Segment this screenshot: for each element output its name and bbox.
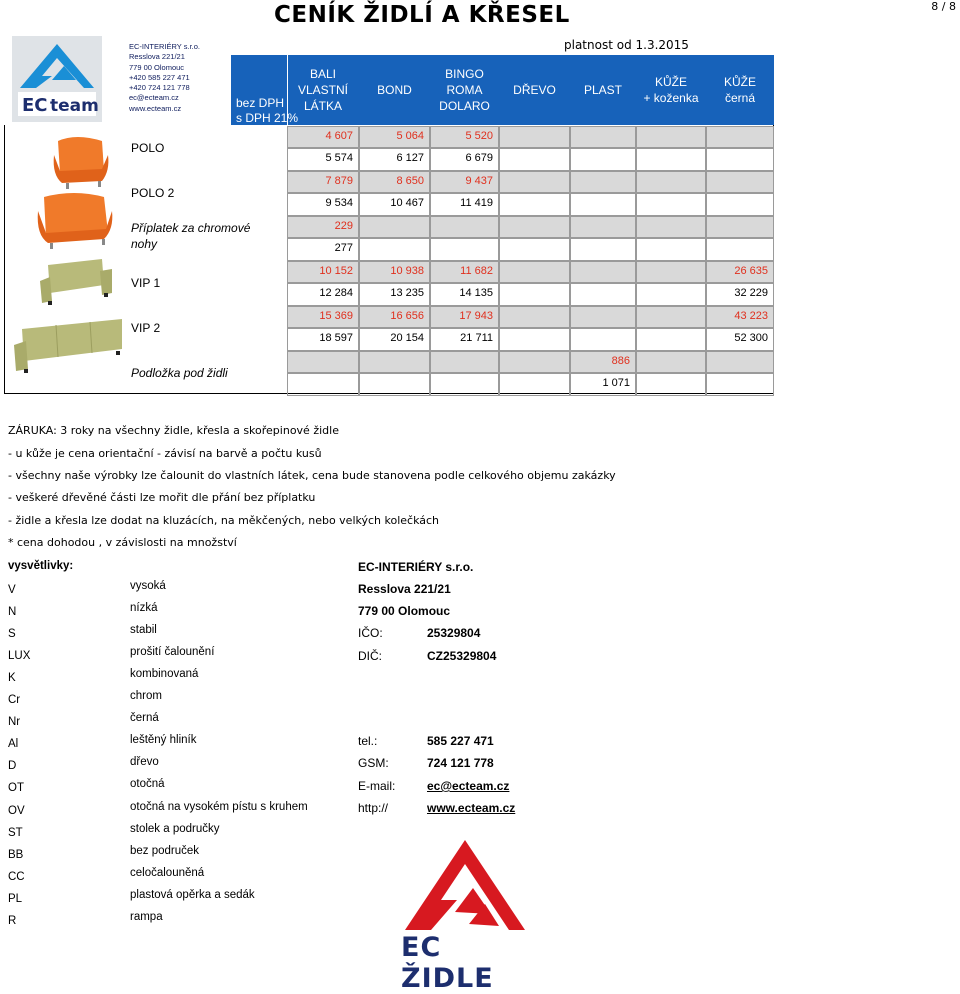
price-incl-vat: 21 711 xyxy=(460,332,493,344)
legend-description: bez područek xyxy=(130,844,200,857)
price-cell xyxy=(499,148,570,171)
price-cell xyxy=(499,373,570,396)
svg-text:team: team xyxy=(50,96,99,116)
price-cell xyxy=(706,171,774,193)
price-cell xyxy=(430,351,499,373)
price-excl-vat: 26 635 xyxy=(734,265,768,277)
legend-description: stolek a područky xyxy=(130,822,220,835)
legend-code: Al xyxy=(8,738,19,751)
column-header: BALI VLASTNÍ LÁTKA xyxy=(297,67,348,113)
legend-code: R xyxy=(8,914,17,927)
legend-description: rampa xyxy=(130,910,163,923)
price-cell xyxy=(636,283,706,306)
legend-description: otočná xyxy=(130,778,165,791)
price-incl-vat: 9 534 xyxy=(325,197,353,209)
tel-label: tel.: xyxy=(358,734,378,748)
price-cell xyxy=(359,216,430,238)
legend-code: LUX xyxy=(8,650,31,663)
price-cell xyxy=(430,373,499,396)
price-excl-vat: 5 064 xyxy=(396,130,424,142)
legend-code: V xyxy=(8,584,16,596)
price-cell xyxy=(499,171,570,193)
row-label: VIP 1 xyxy=(131,276,161,290)
price-incl-vat: 12 284 xyxy=(319,287,353,299)
svg-text:EC: EC xyxy=(22,95,48,116)
price-cell xyxy=(570,306,636,328)
legend-code: K xyxy=(8,672,16,685)
price-excl-vat: 16 656 xyxy=(390,310,424,322)
ico-label: IČO: xyxy=(358,626,383,640)
legend-code: CC xyxy=(8,870,25,883)
legend-description: dřevo xyxy=(130,756,159,769)
price-cell xyxy=(570,171,636,193)
polo-armchair-image xyxy=(54,137,109,189)
price-excl-vat: 15 369 xyxy=(319,310,353,322)
price-cell xyxy=(499,193,570,216)
legend-description: otočná na vysokém pístu s kruhem xyxy=(130,800,308,813)
price-excl-vat: 10 152 xyxy=(319,265,353,277)
company-line: Resslova 221/21 xyxy=(129,52,185,62)
price-cell xyxy=(570,126,636,148)
legend-code: OV xyxy=(8,804,25,817)
price-cell xyxy=(636,238,706,261)
price-incl-vat: 6 679 xyxy=(465,152,493,164)
row-label: POLO 2 xyxy=(131,186,175,200)
price-cell xyxy=(499,126,570,148)
price-cell xyxy=(636,171,706,193)
price-cell xyxy=(636,328,706,351)
price-cell xyxy=(570,283,636,306)
note-line: - všechny naše výrobky lze čalounit do vlastních látek, cena bude stanovena podle celkového objemu zakázky xyxy=(8,469,616,482)
company-line: 779 00 Olomouc xyxy=(129,62,185,72)
price-cell xyxy=(570,328,636,351)
price-cell xyxy=(636,126,706,148)
price-incl-vat: 1 071 xyxy=(602,377,630,389)
row-label: Příplatek za chromové nohy xyxy=(131,221,251,251)
row-label: VIP 2 xyxy=(131,321,161,335)
ico-value: 25329804 xyxy=(427,626,481,640)
price-cell xyxy=(636,148,706,171)
product-images xyxy=(4,125,128,394)
legend-code: BB xyxy=(8,848,24,861)
price-cell xyxy=(570,216,636,238)
ec-team-logo-graphic xyxy=(12,36,102,122)
price-incl-vat: 52 300 xyxy=(734,332,768,344)
column-header: PLAST xyxy=(583,83,622,97)
price-cell xyxy=(636,261,706,283)
price-cell xyxy=(499,238,570,261)
price-cell xyxy=(636,306,706,328)
price-cell xyxy=(499,283,570,306)
contact-company: EC-INTERIÉRY s.r.o. xyxy=(358,560,474,574)
price-excl-vat: 229 xyxy=(334,220,353,232)
price-cell xyxy=(430,216,499,238)
price-cell xyxy=(636,193,706,216)
price-cell xyxy=(570,261,636,283)
vip1-sofa-image xyxy=(40,259,112,305)
price-excl-vat: 886 xyxy=(611,355,630,367)
dic-value: CZ25329804 xyxy=(427,649,497,663)
price-cell xyxy=(499,261,570,283)
price-cell xyxy=(359,238,430,261)
price-incl-vat: 14 135 xyxy=(459,287,493,299)
price-excl-vat: 8 650 xyxy=(396,175,424,187)
legend-description: prošití čalounění xyxy=(130,646,215,659)
legend-code: N xyxy=(8,606,17,619)
price-incl-vat: 11 419 xyxy=(460,197,493,209)
contact-street: Resslova 221/21 xyxy=(358,582,451,596)
price-cell xyxy=(499,351,570,373)
price-excl-vat: 10 938 xyxy=(390,265,424,277)
column-header: KŮŽE + koženka xyxy=(643,75,699,105)
legend-code: PL xyxy=(8,892,23,905)
price-cell xyxy=(359,351,430,373)
legend-code: Cr xyxy=(8,694,21,707)
ec-zidle-logo xyxy=(399,834,531,994)
price-incl-vat: 10 467 xyxy=(390,197,424,209)
legend-description: kombinovaná xyxy=(130,668,199,681)
price-incl-vat: 20 154 xyxy=(390,332,424,344)
tel-value: 585 227 471 xyxy=(427,734,494,748)
legend-description: chrom xyxy=(130,690,162,703)
column-header: BOND xyxy=(377,83,412,97)
column-header: BINGO ROMA DOLARO xyxy=(439,67,490,113)
note-line: - u kůže je cena orientační - závisí na barvě a počtu kusů xyxy=(8,447,322,460)
column-header: DŘEVO xyxy=(513,83,556,97)
price-cell xyxy=(570,193,636,216)
price-cell xyxy=(359,373,430,396)
legend-code: ST xyxy=(8,826,23,839)
company-line: +420 724 121 778 xyxy=(129,83,190,93)
email-label: E-mail: xyxy=(358,779,396,793)
price-cell xyxy=(706,351,774,373)
ec-zidle-logo-text: EC ŽIDLE xyxy=(401,932,494,994)
gsm-value: 724 121 778 xyxy=(427,756,494,770)
legend-description: stabil xyxy=(130,624,157,637)
company-line: +420 585 227 471 xyxy=(129,72,190,82)
legend-description: vysoká xyxy=(130,580,166,592)
price-cell xyxy=(706,216,774,238)
price-cell xyxy=(570,238,636,261)
price-cell xyxy=(499,328,570,351)
price-incl-vat: 18 597 xyxy=(319,332,353,344)
page-number: 8 / 8 xyxy=(931,0,956,13)
valid-from: platnost od 1.3.2015 xyxy=(564,38,689,52)
web-label: http:// xyxy=(358,801,389,815)
legend-code: OT xyxy=(8,782,24,795)
price-incl-vat: 5 574 xyxy=(325,152,353,164)
legend-description: plastová opěrka a sedák xyxy=(130,888,255,901)
price-incl-vat: 277 xyxy=(334,242,353,254)
note-line: - veškeré dřevěné části lze mořit dle přání bez příplatku xyxy=(8,491,316,504)
price-cell xyxy=(636,373,706,396)
price-cell xyxy=(706,126,774,148)
contact-city: 779 00 Olomouc xyxy=(358,604,451,618)
company-line: www.ecteam.cz xyxy=(129,103,182,113)
price-cell xyxy=(636,351,706,373)
price-incl-vat: 32 229 xyxy=(734,287,768,299)
company-line: ec@ecteam.cz xyxy=(129,93,179,103)
price-cell xyxy=(570,148,636,171)
price-excl-vat: 43 223 xyxy=(734,310,768,322)
row-label: Podložka pod židli xyxy=(131,366,228,380)
row-label: POLO xyxy=(131,141,165,155)
price-cell xyxy=(706,373,774,396)
dic-label: DIČ: xyxy=(358,649,382,663)
polo2-sofa-image xyxy=(38,193,113,249)
email-link[interactable]: ec@ecteam.cz xyxy=(427,779,510,793)
column-header: KŮŽE černá xyxy=(723,75,756,105)
legend-code: Nr xyxy=(8,716,21,729)
price-label: bez DPH s DPH 21% xyxy=(236,96,299,125)
company-address-block xyxy=(129,42,200,114)
legend-code: S xyxy=(8,628,16,641)
price-cell xyxy=(287,373,359,396)
price-excl-vat: 9 437 xyxy=(465,175,493,187)
price-cell xyxy=(706,193,774,216)
price-cell xyxy=(706,148,774,171)
price-cell xyxy=(499,216,570,238)
note-line: - židle a křesla lze dodat na kluzácích, na měkčených, nebo velkých kolečkách xyxy=(8,514,440,527)
price-excl-vat: 7 879 xyxy=(325,175,353,187)
vip2-sofa-image xyxy=(14,319,122,373)
price-excl-vat: 5 520 xyxy=(465,130,493,142)
price-excl-vat: 11 682 xyxy=(460,265,493,277)
legend-description: černá xyxy=(130,712,159,725)
product-images-column xyxy=(4,125,128,394)
price-cell xyxy=(287,351,359,373)
note-line: ZÁRUKA: 3 roky na všechny židle, křesla a skořepinové židle xyxy=(8,424,339,437)
legend-description: leštěný hliník xyxy=(130,734,197,747)
legend-description: celočalouněná xyxy=(130,866,205,879)
page-title: CENÍK ŽIDLÍ A KŘESEL xyxy=(274,2,570,28)
price-incl-vat: 6 127 xyxy=(396,152,424,164)
price-cell xyxy=(499,306,570,328)
price-excl-vat: 4 607 xyxy=(325,130,353,142)
price-excl-vat: 17 943 xyxy=(459,310,493,322)
company-line: EC-INTERIÉRY s.r.o. xyxy=(129,42,200,51)
price-incl-vat: 13 235 xyxy=(390,287,424,299)
web-link[interactable]: www.ecteam.cz xyxy=(427,801,516,815)
legend-description: nízká xyxy=(130,602,158,615)
note-line: * cena dohodou , v závislosti na množství xyxy=(8,536,237,549)
price-cell xyxy=(706,238,774,261)
price-cell xyxy=(430,238,499,261)
gsm-label: GSM: xyxy=(358,756,389,770)
legend-title: vysvětlivky: xyxy=(8,560,74,572)
price-cell xyxy=(636,216,706,238)
legend-code: D xyxy=(8,760,17,773)
ec-team-logo xyxy=(12,36,102,122)
